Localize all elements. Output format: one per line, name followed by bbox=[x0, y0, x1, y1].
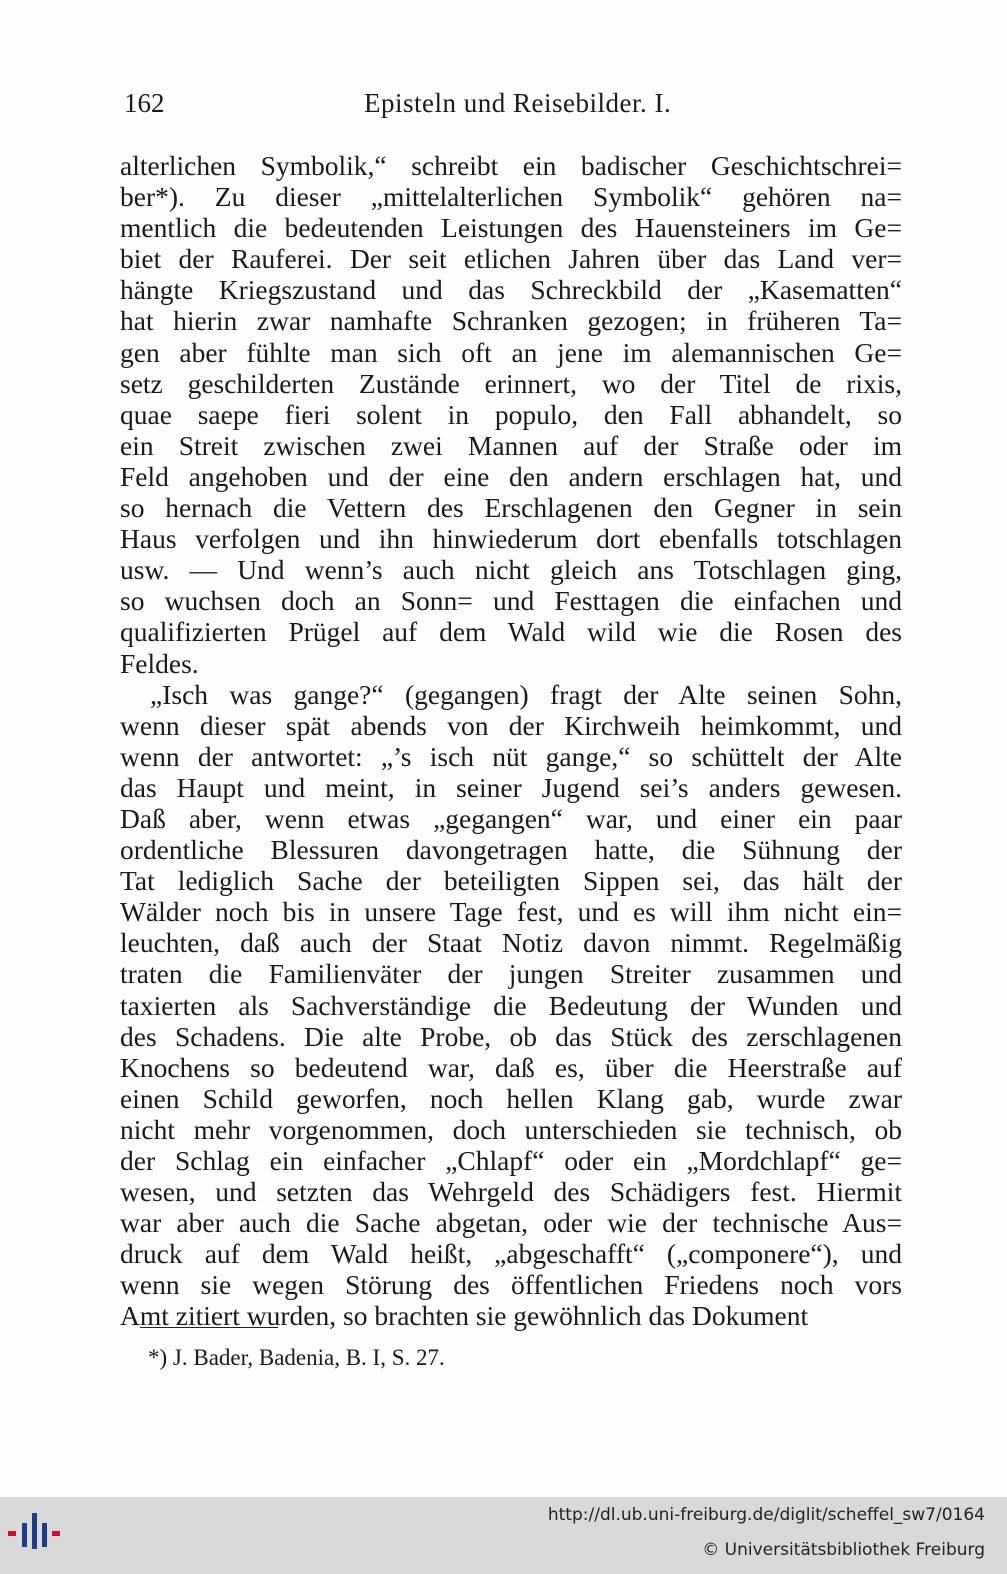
text-line: druck auf dem Wald heißt, „abgeschafft“ („componere“), und bbox=[120, 1238, 902, 1270]
text-line: das Haupt und meint, in seiner Jugend sei’s anders gewesen. bbox=[120, 771, 902, 803]
text-line: wenn dieser spät abends von der Kirchweih heimkommt, und bbox=[120, 709, 902, 741]
page-number: 162 bbox=[124, 88, 165, 118]
text-line: qualifizierten Prügel auf dem Wald wild wie die Rosen des bbox=[120, 616, 902, 648]
text-line: usw. — Und wenn’s auch nicht gleich ans Totschlagen ging, bbox=[120, 554, 902, 586]
text-line: ber*). Zu dieser „mittelalterlichen Symbolik“ gehören na= bbox=[120, 181, 902, 213]
text-line: ein Streit zwischen zwei Mannen auf der Straße oder im bbox=[120, 429, 902, 461]
running-title: Episteln und Reisebilder. I. bbox=[364, 88, 672, 118]
text-line: hat hierin zwar namhafte Schranken gezogen; in früheren Ta= bbox=[120, 305, 902, 337]
text-line: Haus verfolgen und ihn hinwiederum dort ebenfalls totschlagen bbox=[120, 523, 902, 555]
text-line: Daß aber, wenn etwas „gegangen“ war, und einer ein paar bbox=[120, 802, 902, 834]
text-line: Amt zitiert wurden, so brachten sie gewöhnlich das Dokument bbox=[120, 1300, 809, 1332]
ub-freiburg-logo-icon[interactable] bbox=[6, 1509, 66, 1559]
text-line: taxierten als Sachverständige die Bedeutung der Wunden und bbox=[120, 989, 902, 1021]
body-text bbox=[120, 150, 902, 1332]
text-line: ordentliche Blessuren davongetragen hatte, die Sühnung der bbox=[120, 834, 902, 866]
text-line: des Schadens. Die alte Probe, ob das Stück des zerschlagenen bbox=[120, 1020, 902, 1052]
text-line: Wälder noch bis in unsere Tage fest, und es will ihm nicht ein= bbox=[120, 896, 902, 928]
text-line: Tat lediglich Sache der beteiligten Sippen sei, das hält der bbox=[120, 865, 902, 897]
text-line: mentlich die bedeutenden Leistungen des Hauensteiners im Ge= bbox=[120, 212, 902, 244]
text-line: biet der Rauferei. Der seit etlichen Jahren über das Land ver= bbox=[120, 243, 902, 275]
footnote: *) J. Bader, Badenia, B. I, S. 27. bbox=[148, 1345, 445, 1370]
text-line: leuchten, daß auch der Staat Notiz davon nimmt. Regelmäßig bbox=[120, 927, 902, 959]
text-line: hängte Kriegszustand und das Schreckbild der „Kasematten“ bbox=[120, 274, 902, 306]
text-line: Feld angehoben und der eine den andern erschlagen hat, und bbox=[120, 460, 902, 492]
text-line: nicht mehr vorgenommen, doch unterschieden sie technisch, ob bbox=[120, 1113, 902, 1145]
text-line: wesen, und setzten das Wehrgeld des Schädigers fest. Hiermit bbox=[120, 1176, 902, 1208]
text-line: Feldes. bbox=[120, 647, 199, 679]
permalink-url[interactable]: http://dl.ub.uni-freiburg.de/diglit/scheffel_sw7/0164 bbox=[547, 1505, 985, 1525]
footer-bar bbox=[0, 1497, 1007, 1574]
copyright-notice: © Universitätsbibliothek Freiburg bbox=[702, 1540, 985, 1560]
text-line: „Isch was gange?“ (gegangen) fragt der Alte seinen Sohn, bbox=[150, 678, 902, 710]
text-line: so hernach die Vettern des Erschlagenen den Gegner in sein bbox=[120, 492, 902, 524]
text-line: traten die Familienväter der jungen Streiter zusammen und bbox=[120, 958, 902, 990]
text-line: war aber auch die Sache abgetan, oder wie der technische Aus= bbox=[120, 1207, 902, 1239]
text-line: quae saepe fieri solent in populo, den Fall abhandelt, so bbox=[120, 398, 902, 430]
text-line: setz geschilderten Zustände erinnert, wo der Titel de rixis, bbox=[120, 367, 902, 399]
text-line: wenn sie wegen Störung des öffentlichen Friedens noch vors bbox=[120, 1269, 902, 1301]
text-line: alterlichen Symbolik,“ schreibt ein badischer Geschichtschrei= bbox=[120, 150, 902, 181]
text-line: gen aber fühlte man sich oft an jene im alemannischen Ge= bbox=[120, 336, 902, 368]
footnote-rule bbox=[140, 1327, 278, 1328]
text-line: der Schlag ein einfacher „Chlapf“ oder ein „Mordchlapf“ ge= bbox=[120, 1145, 902, 1176]
text-line: Knochens so bedeutend war, daß es, über die Heerstraße auf bbox=[120, 1051, 902, 1083]
text-line: einen Schild geworfen, noch hellen Klang gab, wurde zwar bbox=[120, 1082, 902, 1114]
text-line: wenn der antwortet: „’s isch nüt gange,“ so schüttelt der Alte bbox=[120, 740, 902, 772]
text-line: so wuchsen doch an Sonn= und Festtagen die einfachen und bbox=[120, 585, 902, 617]
page-header bbox=[124, 88, 904, 128]
